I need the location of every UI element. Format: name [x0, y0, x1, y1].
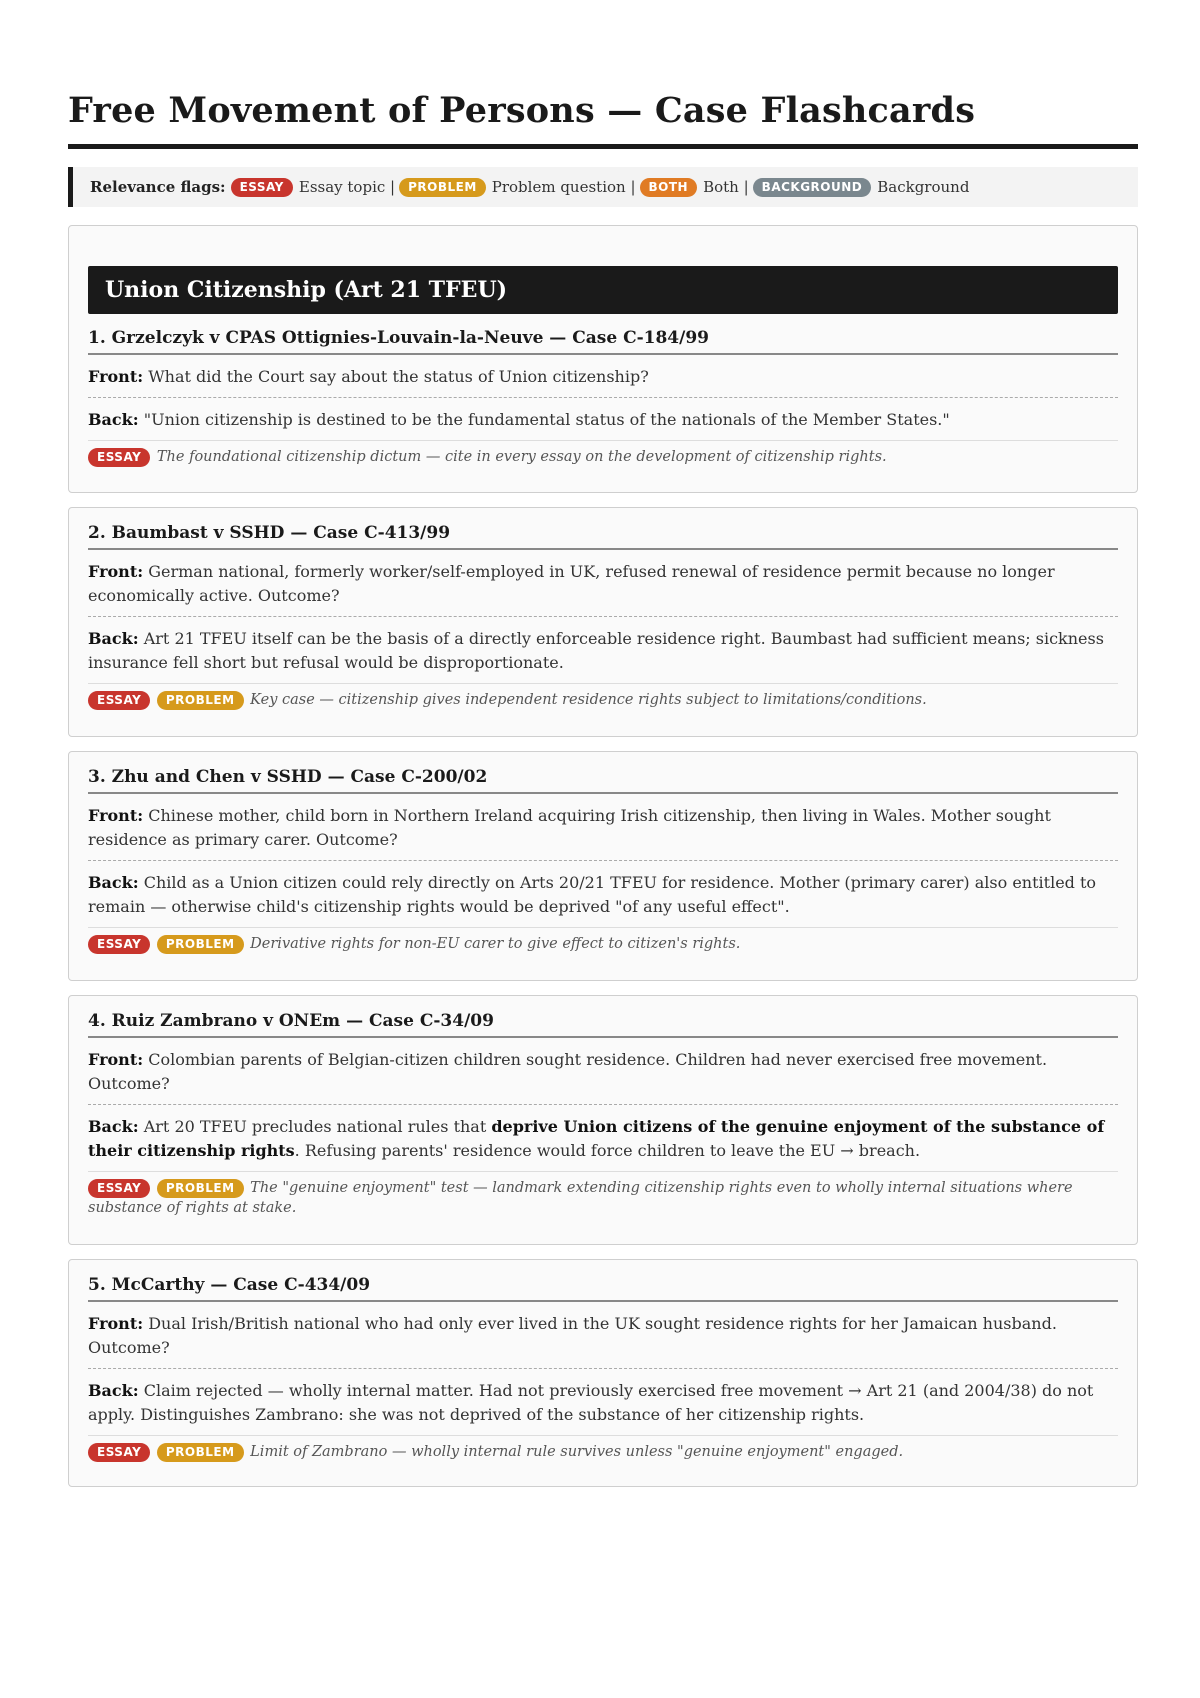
essay-badge: ESSAY — [88, 1443, 150, 1462]
flashcard-3 — [68, 751, 1138, 981]
card-back — [88, 1369, 1118, 1436]
legend-background-badge: BACKGROUND — [753, 178, 872, 197]
card-heading: 3. Zhu and Chen v SSHD — Case C-200/02 — [88, 752, 1118, 794]
page — [68, 0, 1138, 1487]
flashcard-5 — [68, 1259, 1138, 1487]
note-text: Key case — citizenship gives independent residence rights subject to limitations/conditions. — [250, 692, 927, 708]
flashcard-2 — [68, 507, 1138, 737]
card-front — [88, 355, 1118, 398]
card-back — [88, 617, 1118, 684]
essay-badge: ESSAY — [88, 691, 150, 710]
essay-badge: ESSAY — [88, 1179, 150, 1198]
flashcard-4 — [68, 995, 1138, 1245]
card-note — [88, 441, 1118, 467]
legend-essay-badge: ESSAY — [231, 178, 293, 197]
legend-both-text: Both | — [703, 178, 749, 196]
front-text: Colombian parents of Belgian-citizen children sought residence. Children had never exercised free movement. Outcome? — [88, 1050, 1048, 1093]
essay-badge: ESSAY — [88, 448, 150, 467]
legend-background-text: Background — [877, 178, 970, 196]
legend-both-badge: BOTH — [640, 178, 698, 197]
flashcard-1 — [68, 225, 1138, 493]
front-text: Chinese mother, child born in Northern Ireland acquiring Irish citizenship, then living in Wales. Mother sought residence as primary carer. Outcome? — [88, 806, 1051, 849]
problem-badge: PROBLEM — [157, 1443, 244, 1462]
problem-badge: PROBLEM — [157, 935, 244, 954]
front-label: Front: — [88, 367, 144, 386]
card-front — [88, 1038, 1118, 1105]
back-label: Back: — [88, 1117, 139, 1136]
back-text: Claim rejected — wholly internal matter. Had not previously exercised free movement → Art 21 (and 2004/38) do not apply. Distinguishes Zambrano: she was not deprived of the substance of her citizenship rights. — [88, 1381, 1094, 1424]
card-heading: 2. Baumbast v SSHD — Case C-413/99 — [88, 508, 1118, 550]
back-label: Back: — [88, 873, 139, 892]
front-text: Dual Irish/British national who had only ever lived in the UK sought residence rights for her Jamaican husband. Outcome? — [88, 1314, 1057, 1357]
back-label: Back: — [88, 1381, 139, 1400]
back-label: Back: — [88, 629, 139, 648]
note-text: The foundational citizenship dictum — cite in every essay on the development of citizenship rights. — [156, 449, 887, 465]
back-text: Child as a Union citizen could rely directly on Arts 20/21 TFEU for residence. Mother (primary carer) also entitled to remain — otherwise child's citizenship rights would be deprived "of any useful effect". — [88, 873, 1097, 916]
card-front — [88, 794, 1118, 861]
legend-problem-text: Problem question | — [491, 178, 636, 196]
front-label: Front: — [88, 562, 144, 581]
front-text: What did the Court say about the status of Union citizenship? — [148, 367, 649, 386]
note-text: Derivative rights for non-EU carer to give effect to citizen's rights. — [250, 936, 741, 952]
legend-essay-text: Essay topic | — [298, 178, 396, 196]
card-back — [88, 861, 1118, 928]
essay-badge: ESSAY — [88, 935, 150, 954]
note-text: The "genuine enjoyment" test — landmark extending citizenship rights even to wholly internal situations where substance of rights at stake. — [88, 1180, 1073, 1216]
card-note — [88, 928, 1118, 954]
card-note — [88, 1172, 1118, 1218]
card-front — [88, 550, 1118, 617]
card-back — [88, 398, 1118, 441]
problem-badge: PROBLEM — [157, 691, 244, 710]
note-text: Limit of Zambrano — wholly internal rule survives unless "genuine enjoyment" engaged. — [250, 1444, 904, 1460]
page-title: Free Movement of Persons — Case Flashcards — [68, 90, 976, 131]
card-note — [88, 1436, 1118, 1462]
back-text: Art 21 TFEU itself can be the basis of a directly enforceable residence right. Baumbast had sufficient means; sickness insurance fell short but refusal would be disproportionate. — [88, 629, 1104, 672]
front-label: Front: — [88, 1050, 144, 1069]
card-heading: 1. Grzelczyk v CPAS Ottignies-Louvain-la-Neuve — Case C-184/99 — [88, 314, 1118, 355]
card-back — [88, 1105, 1118, 1172]
card-heading: 5. McCarthy — Case C-434/09 — [88, 1260, 1118, 1302]
card-note — [88, 684, 1118, 710]
card-front — [88, 1302, 1118, 1369]
section-title: Union Citizenship (Art 21 TFEU) — [88, 266, 1118, 314]
back-text: "Union citizenship is destined to be the fundamental status of the nationals of the Member States." — [143, 410, 950, 429]
legend-label: Relevance flags: — [90, 178, 226, 196]
problem-badge: PROBLEM — [157, 1179, 244, 1198]
front-label: Front: — [88, 1314, 144, 1333]
title-rule — [68, 144, 1138, 149]
back-text-post: . Refusing parents' residence would force children to leave the EU → breach. — [294, 1141, 921, 1160]
back-text-pre: Art 20 TFEU precludes national rules that — [143, 1117, 492, 1136]
legend-problem-badge: PROBLEM — [399, 178, 486, 197]
back-label: Back: — [88, 410, 139, 429]
front-text: German national, formerly worker/self-employed in UK, refused renewal of residence permit because no longer economically active. Outcome? — [88, 562, 1055, 605]
front-label: Front: — [88, 806, 144, 825]
back-text-emphasis: deprive Union citizens of the genuine enjoyment of the substance of their citizenship rights — [88, 1117, 1105, 1160]
card-heading: 4. Ruiz Zambrano v ONEm — Case C-34/09 — [88, 996, 1118, 1038]
relevance-legend — [68, 167, 1138, 207]
